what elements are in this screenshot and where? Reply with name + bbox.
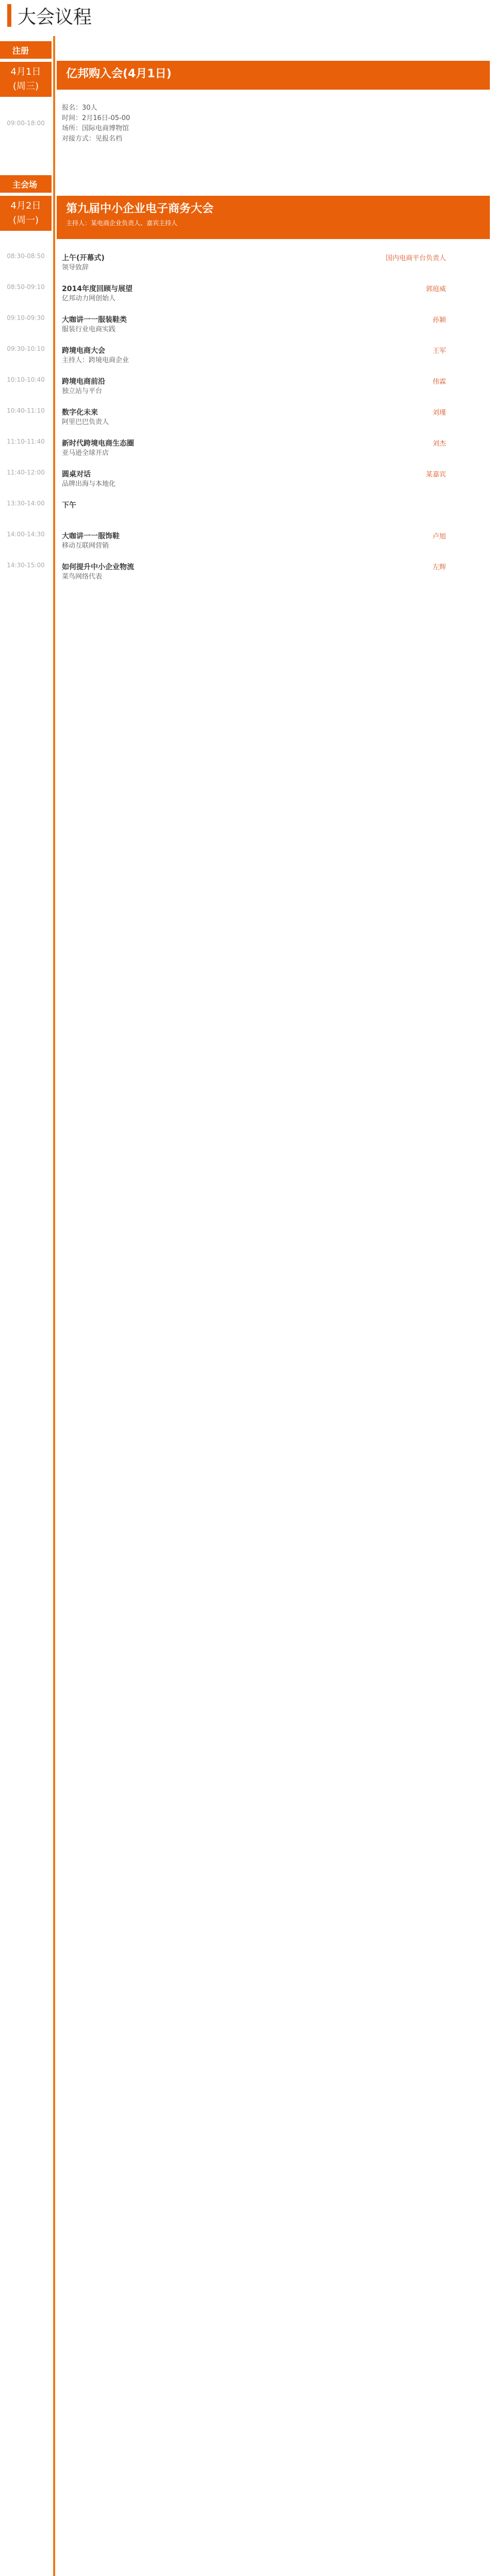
session-time: 14:00-14:30 (7, 531, 45, 538)
session-speaker: 伟霖 (432, 378, 446, 386)
session-time: 08:30-08:50 (7, 252, 45, 260)
session-title: 上午(开幕式) (62, 254, 105, 262)
banner-signin (57, 61, 490, 90)
session-desc: 独立站与平台 (62, 387, 103, 395)
session-time: 10:10-10:40 (7, 376, 45, 383)
session-title: 数字化未来 (62, 409, 98, 417)
session-item (62, 376, 487, 397)
session-title: 新时代跨境电商生态圈 (62, 439, 134, 448)
session-desc: 亚马逊全球开店 (62, 449, 109, 457)
section-tag-main: 主会场 (0, 175, 52, 193)
session-item (62, 345, 487, 366)
banner-title: 第九届中小企业电子商务大会 (66, 202, 214, 215)
session-item (62, 407, 487, 428)
session-time: 09:30-10:10 (7, 345, 45, 352)
signin-line: 报名：30人 (62, 104, 97, 112)
page-title (7, 0, 92, 31)
session-time: 09:10-09:30 (7, 314, 45, 321)
session-item (62, 500, 487, 510)
title-accent-bar (7, 4, 11, 27)
session-time: 11:40-12:00 (7, 469, 45, 476)
time-signin: 09:00-18:00 (7, 120, 45, 127)
session-desc: 服装行业电商实践 (62, 326, 116, 333)
session-desc: 移动互联网营销 (62, 542, 109, 550)
session-title: 大咖讲一一服装鞋类 (62, 316, 127, 324)
day-date: 4月2日 (10, 200, 41, 211)
session-desc: 领导致辞 (62, 264, 89, 272)
session-desc: 亿邦动力网创始人 (62, 295, 116, 302)
banner-subtitle: 主持人：某电商企业负责人、嘉宾主持人 (66, 219, 178, 227)
signin-line: 场所：国际电商博物馆 (62, 125, 129, 132)
page-title-text: 大会议程 (18, 6, 92, 28)
session-desc: 主持人：跨境电商企业 (62, 357, 129, 364)
session-speaker: 郭庭威 (425, 285, 446, 293)
session-time: 13:30-14:00 (7, 500, 45, 507)
session-item (62, 562, 487, 582)
session-title: 跨境电商大会 (62, 347, 105, 355)
signin-info (62, 103, 487, 144)
session-title: 下午 (62, 501, 76, 510)
session-speaker: 王军 (432, 347, 446, 355)
session-title: 2014年度回顾与展望 (62, 285, 133, 293)
session-item (62, 314, 487, 335)
signin-line: 对接方式：见报名档 (62, 135, 123, 143)
session-speaker: 卢旭 (432, 533, 446, 540)
day-weekday: (周一) (12, 215, 39, 226)
session-speaker: 刘杰 (432, 440, 446, 448)
session-title: 大咖讲一一服饰鞋 (62, 532, 120, 540)
day-weekday: (周三) (12, 81, 39, 92)
section-tag-signin: 注册 (0, 41, 52, 59)
banner-title: 亿邦购入会(4月1日) (66, 67, 172, 80)
session-item (62, 283, 487, 304)
session-speaker: 国内电商平台负责人 (385, 255, 446, 262)
session-speaker: 刘瑾 (432, 409, 446, 417)
session-time: 10:40-11:10 (7, 407, 45, 414)
day-box-main (0, 196, 52, 231)
session-item (62, 252, 487, 273)
session-time: 14:30-15:00 (7, 562, 45, 569)
session-item (62, 531, 487, 551)
session-time: 08:50-09:10 (7, 283, 45, 291)
session-title: 跨境电商前沿 (62, 378, 105, 386)
session-item (62, 469, 487, 489)
session-desc: 阿里巴巴负责人 (62, 418, 109, 426)
timeline-spine (53, 36, 55, 2576)
session-time: 11:10-11:40 (7, 438, 45, 445)
session-desc: 菜鸟网络代表 (62, 573, 103, 581)
session-speaker: 孙颖 (432, 316, 446, 324)
session-speaker: 左辉 (432, 564, 446, 571)
day-date: 4月1日 (10, 66, 41, 77)
banner-main (57, 196, 490, 239)
session-item (62, 438, 487, 459)
session-title: 如何提升中小企业物流 (62, 563, 134, 571)
session-title: 圆桌对话 (62, 470, 91, 479)
session-desc: 品牌出海与本地化 (62, 480, 116, 488)
signin-line: 时间：2月16日-05-00 (62, 114, 130, 122)
day-box-signin (0, 62, 52, 97)
session-speaker: 某嘉宾 (425, 471, 446, 479)
